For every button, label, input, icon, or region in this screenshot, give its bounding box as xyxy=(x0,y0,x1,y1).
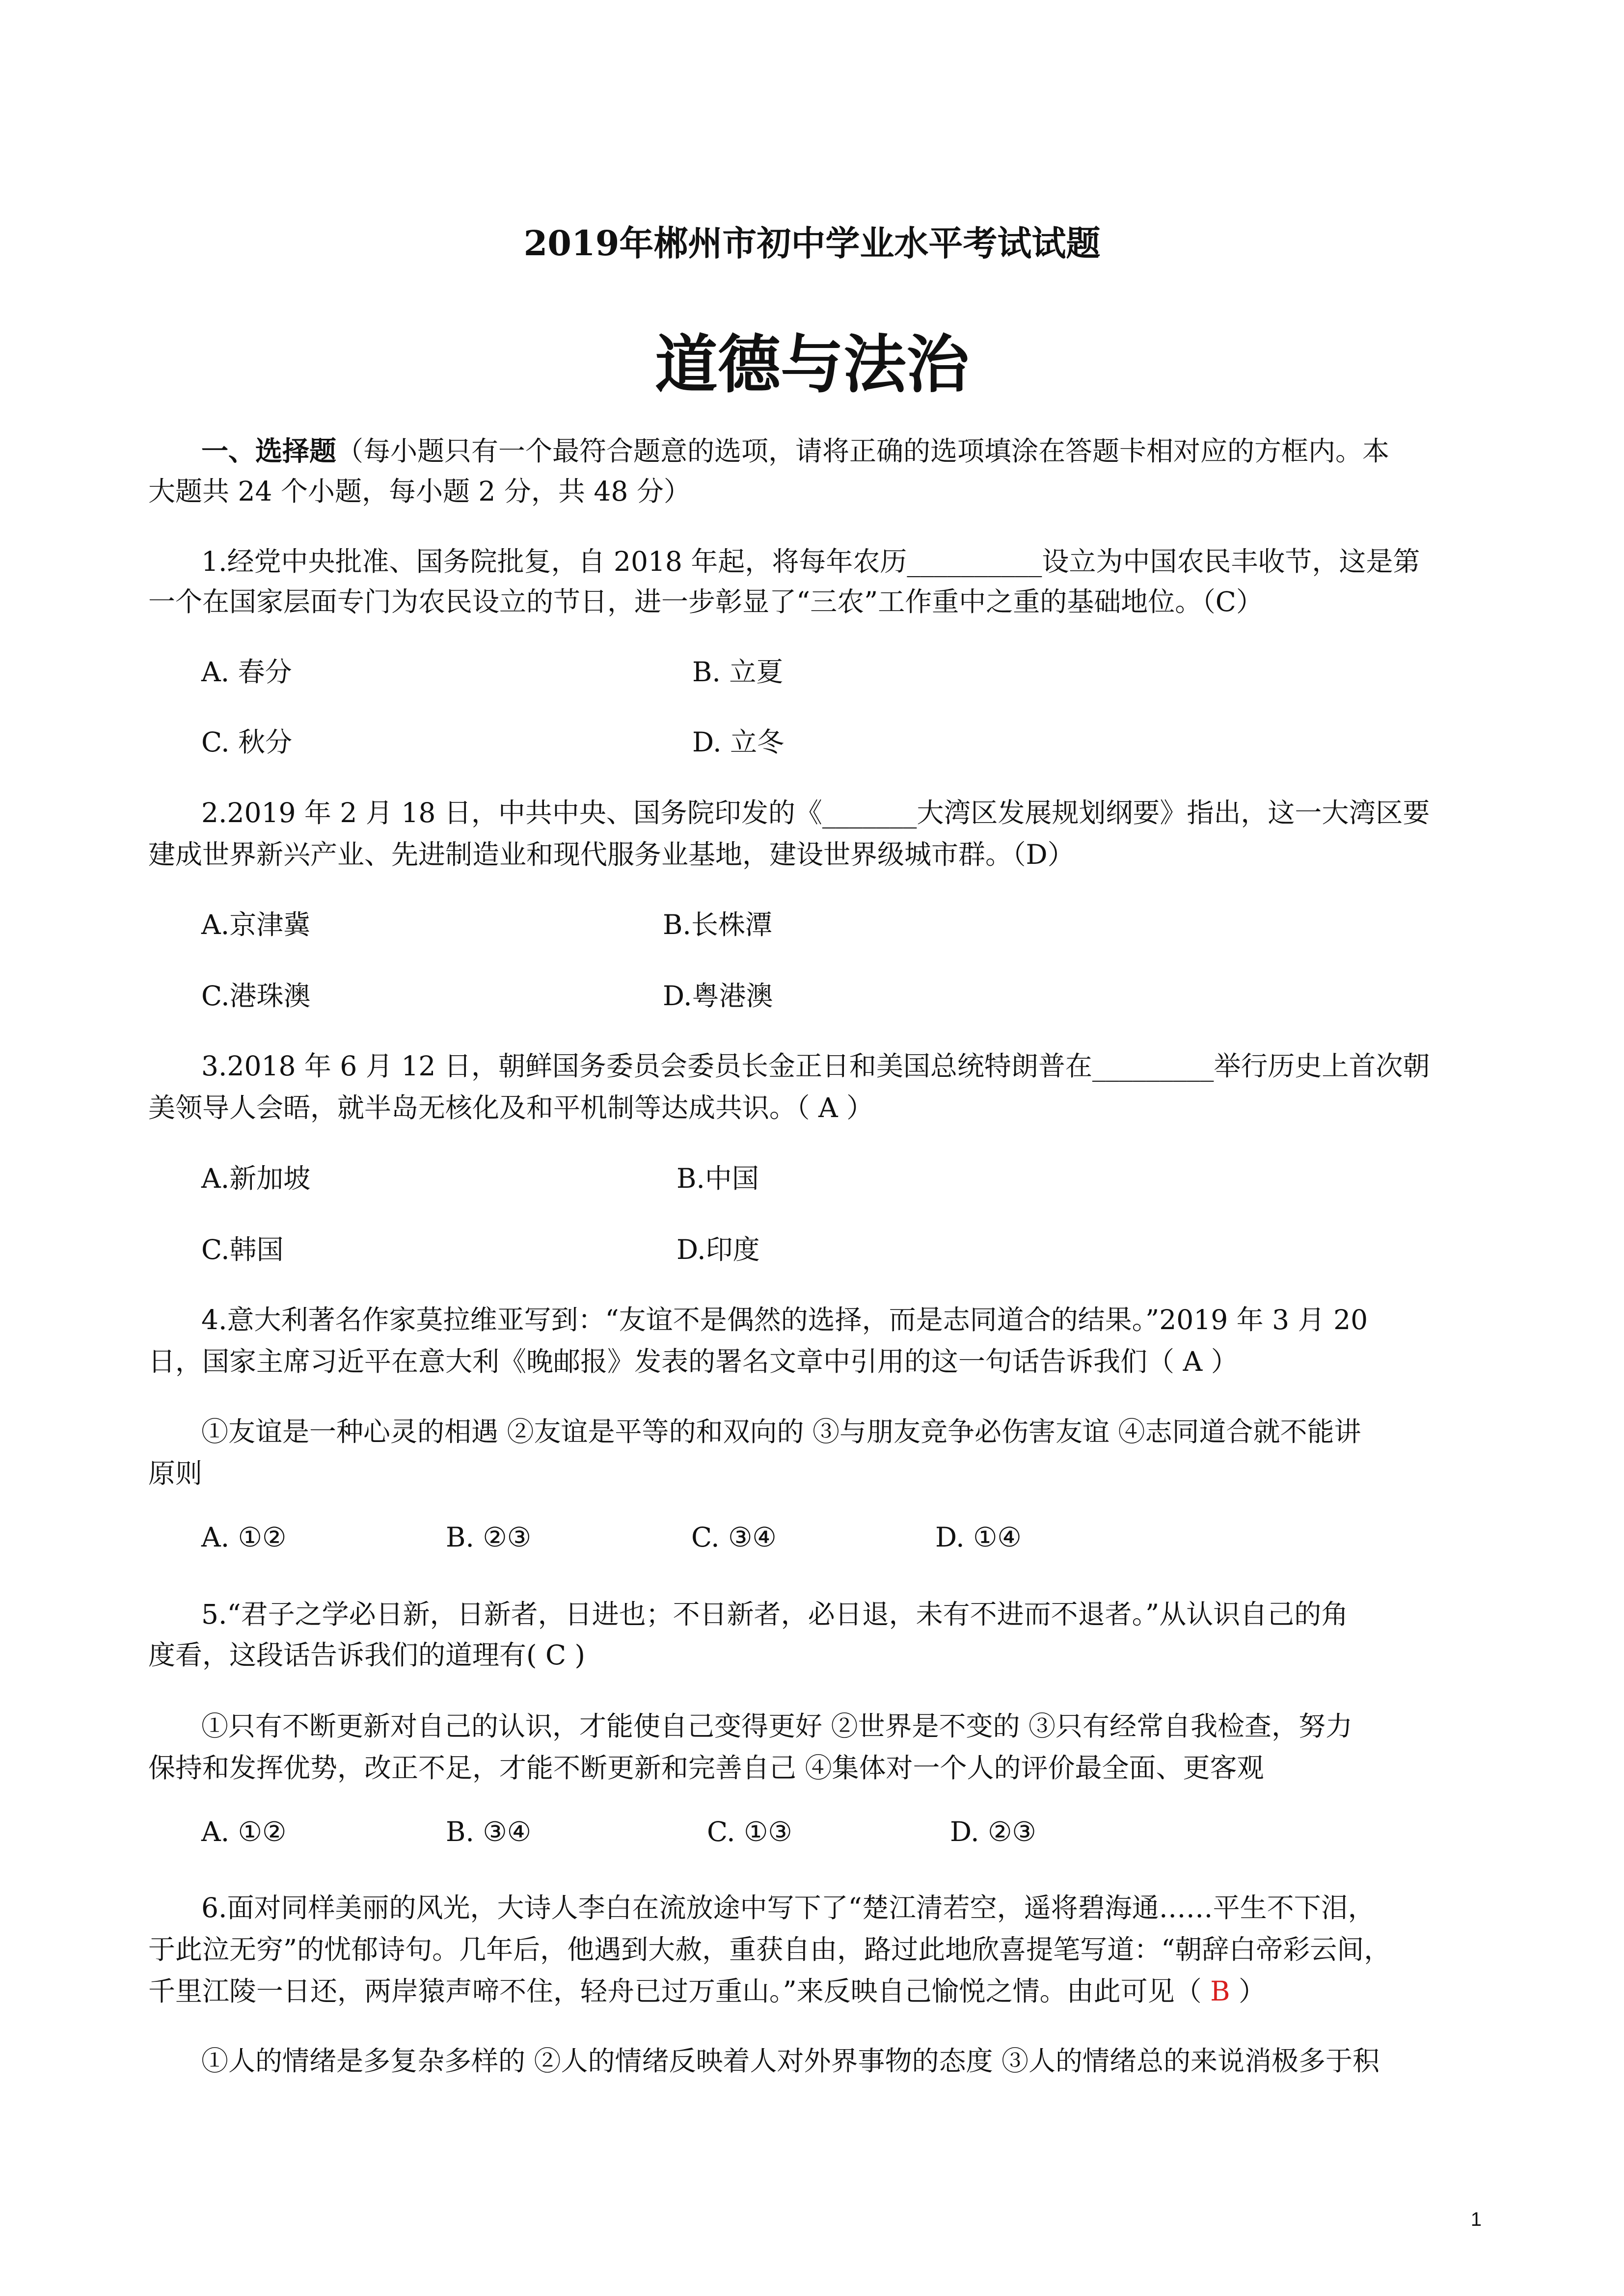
q5-line-1: 5.“君子之学必日新，日新者，日进也；不日新者，必日退，未有不进而不退者。”从认识自己的角 xyxy=(201,1599,1349,1630)
q6-statements-1: ①人的情绪是多复杂多样的 ②人的情绪反映着人对外界事物的态度 ③人的情绪总的来说消极多于积 xyxy=(201,2045,1380,2077)
q2-option-d: D.粤港澳 xyxy=(663,980,773,1012)
subject-title: 道德与法治 xyxy=(654,328,969,401)
q5-statements-2: 保持和发挥优势，改正不足，才能不断更新和完善自己 ④集体对一个人的评价最全面、更客观 xyxy=(148,1752,1264,1784)
exam-title: 2019年郴州市初中学业水平考试试题 xyxy=(523,223,1101,264)
q2-line-2: 建成世界新兴产业、先进制造业和现代服务业基地，建设世界级城市群。（D） xyxy=(148,839,1075,870)
q4-option-d: D. ①④ xyxy=(935,1522,1022,1553)
q4-option-b: B. ②③ xyxy=(446,1522,531,1553)
q4-option-c: C. ③④ xyxy=(691,1522,777,1553)
q4-option-a: A. ①② xyxy=(201,1522,287,1553)
q6-line-2: 于此泣无穷”的忧郁诗句。几年后，他遇到大赦，重获自由，路过此地欣喜提笔写道：“朝辞白帝彩云间， xyxy=(148,1934,1391,1965)
q6-line-3-end: ） xyxy=(1239,1976,1266,2007)
page-number: 1 xyxy=(1470,2209,1482,2230)
q1-option-c: C. 秋分 xyxy=(201,726,293,758)
q6-line-3-text: 千里江陵一日还，两岸猿声啼不住，轻舟已过万重山。”来反映自己愉悦之情。由此可见（ xyxy=(148,1976,1202,2007)
q4-line-2: 日，国家主席习近平在意大利《晚邮报》发表的署名文章中引用的这一句话告诉我们（ A ） xyxy=(148,1346,1238,1377)
q5-option-b: B. ③④ xyxy=(446,1816,531,1847)
q5-option-c: C. ①③ xyxy=(707,1816,792,1847)
q2-line-1: 2.2019 年 2 月 18 日，中共中央、国务院印发的《_______大湾区发展规划纲要》指出，这一大湾区要 xyxy=(201,797,1430,828)
q6-line-3 xyxy=(148,1970,1266,2008)
q3-option-c: C.韩国 xyxy=(201,1234,284,1265)
q1-option-b: B. 立夏 xyxy=(692,656,784,688)
q2-option-a: A.京津冀 xyxy=(201,909,311,940)
q4-line-1: 4.意大利著名作家莫拉维亚写到：“友谊不是偶然的选择，而是志同道合的结果。”2019 年 3 月 20 xyxy=(201,1304,1368,1335)
q3-line-1: 3.2018 年 6 月 12 日，朝鲜国务委员会委员长金正日和美国总统特朗普在_________举行历史上首次朝 xyxy=(201,1050,1430,1082)
section-instruction: （每小题只有一个最符合题意的选项，请将正确的选项填涂在答题卡相对应的方框内。本 xyxy=(336,435,1390,467)
q3-line-2: 美领导人会晤，就半岛无核化及和平机制等达成共识。（ A ） xyxy=(148,1092,874,1123)
q1-option-a: A. 春分 xyxy=(201,656,292,688)
q1-option-d: D. 立冬 xyxy=(692,726,785,758)
q4-statements-2: 原则 xyxy=(148,1458,203,1489)
q3-option-b: B.中国 xyxy=(677,1163,759,1194)
q1-line-2: 一个在国家层面专门为农民设立的节日，进一步彰显了“三农”工作重中之重的基础地位。（C） xyxy=(148,586,1263,617)
q6-line-1: 6.面对同样美丽的风光，大诗人李白在流放途中写下了“楚江清若空，遥将碧海通……平生不下泪， xyxy=(201,1892,1375,1923)
q1-line-1: 1.经党中央批准、国务院批复，自 2018 年起，将每年农历__________设立为中国农民丰收节，这是第 xyxy=(201,546,1420,577)
section-instruction-2: 大题共 24 个小题，每小题 2 分，共 48 分） xyxy=(148,476,691,507)
q6-answer: B xyxy=(1210,1976,1230,2007)
section-heading-line xyxy=(201,429,1389,468)
section-heading: 一、选择题 xyxy=(201,435,337,467)
q5-option-d: D. ②③ xyxy=(950,1816,1036,1847)
q2-option-b: B.长株潭 xyxy=(663,909,772,940)
q3-option-a: A.新加坡 xyxy=(201,1163,311,1194)
q5-option-a: A. ①② xyxy=(201,1816,287,1847)
q5-statements-1: ①只有不断更新对自己的认识，才能使自己变得更好 ②世界是不变的 ③只有经常自我检查，努力 xyxy=(201,1710,1353,1742)
q5-line-2: 度看，这段话告诉我们的道理有( C ) xyxy=(148,1639,585,1671)
q2-option-c: C.港珠澳 xyxy=(201,980,311,1012)
q3-option-d: D.印度 xyxy=(677,1234,760,1265)
q4-statements-1: ①友谊是一种心灵的相遇 ②友谊是平等的和双向的 ③与朋友竞争必伤害友谊 ④志同道合就不能讲 xyxy=(201,1416,1361,1447)
